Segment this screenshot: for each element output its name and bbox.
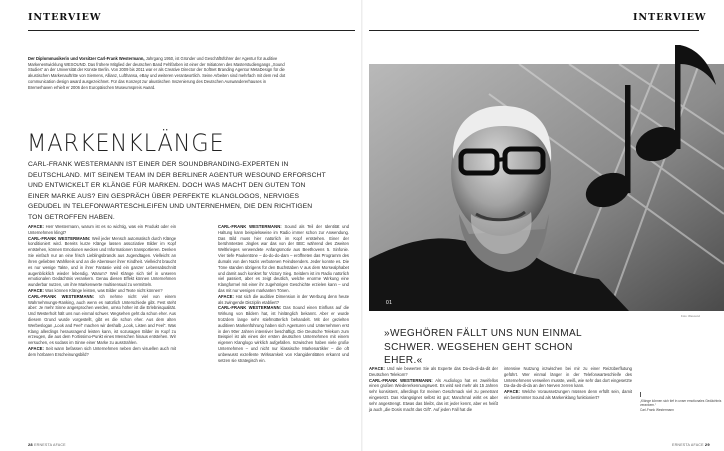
speaker: CARL-FRANK WESTERMANN:	[218, 305, 282, 311]
side-quote-text: „Klänge können sich tief in unser emotionales Gedächtnis verankern.“	[640, 399, 722, 408]
speaker: CARL-FRANK WESTERMANN:	[218, 224, 282, 229]
text-column-left-2	[218, 224, 349, 364]
footer-publication-left: ERNESTA AFACE	[34, 443, 66, 447]
text-column-right-1	[369, 366, 498, 413]
paragraph	[504, 366, 632, 389]
paragraph-text: Weil jeder Mensch automatisch durch Klänge konditioniert wird. Bereits kurze Klänge lassen assoziative Bilder im Kopf entstehen, können Emotionen wecken und Informationen transportieren. Denken Sie einfach nur an eine frisch Lieblingsbrands aus Jugendtagen. Vielleicht an ihren geliebten Wahlkreis und an die Abenteuer ihrer Kindheit. Vielleicht braucht es nur wenige Takte, und in ihrer Fantasie wird ein ganzer Lebensabschnitt augenblicklich wieder lebendig. Warum? Weil Klänge sich tief in unseren emotionalen Gedächtnis verankern. Genau diesen Effekt können Unternehmen wunderbar nutzen, um ihre Markenwerte multisensual zu vermitteln.	[28, 235, 177, 288]
speaker: AFACE:	[369, 366, 386, 371]
paragraph	[28, 236, 176, 288]
footer-right	[672, 442, 710, 447]
paragraph	[504, 389, 632, 401]
intro-lead-in: Der Diplommusikerin und Vorsitzer Carl-Frank Westermann,	[28, 56, 145, 61]
text-column-left-1	[28, 224, 176, 358]
speaker: AFACE:	[504, 389, 521, 395]
paragraph-text: intensive Nutzung inzwischen bei mir zu einer Reizüberflutung geführt. Wer einmal länger in der Telefonwarteschleife des Unternehmens verweilen musste, weiß, wie sehr das dort eingesetzte Da-da-dü-di-da an den Nerven zerren kann.	[504, 366, 632, 389]
side-quote-author: Carl-Frank Westermann	[640, 407, 674, 412]
header-rule-right	[369, 30, 699, 31]
article-lead: CARL-FRANK WESTERMANN IST EINER DER SOUNDBRANDING-EXPERTEN IN DEUTSCHLAND. MIT SEINEM TEAM IN DER BERLINER AGENTUR WESOUND ERFORSCHT UND ENTWICKELT ER KLÄNGE FÜR MARKEN. DOCH WAS MACHT DEN GUTEN TON EINER MARKE AUS? EIN GESPRÄCH ÜBER PERFEKTE KLANGLOGOS, NERVIGES GEDUDEL IN TELEFONWARTESCHLEIFEN UND UNTERNEHMEN, DIE DEN RICHTIGEN TON GETROFFEN HABEN.	[28, 161, 326, 221]
pull-quote: »WEGHÖREN FÄLLT UNS NUN EINMAL SCHWER. WEGSEHEN GEHT SCHON EHER.«	[384, 328, 582, 367]
paragraph-text: Und wie bewerten Sie als Experte das Da-da-di-da-dit der Deutschen Telekom?	[369, 366, 498, 377]
footer-left	[28, 442, 66, 447]
photo-number: 01	[386, 300, 393, 306]
author-intro	[28, 56, 290, 90]
speaker: CARL-FRANK WESTERMANN:	[28, 293, 95, 299]
paragraph	[218, 305, 349, 363]
text-column-right-2	[504, 366, 632, 401]
paragraph-text: Seit wann befassen sich Unternehmen neben dem visuellen auch mit dem hörbaren Erscheinungsbild?	[28, 346, 177, 357]
paragraph	[28, 294, 176, 346]
speaker: AFACE:	[28, 224, 45, 229]
note-stem-left	[625, 85, 631, 193]
paragraph	[369, 366, 498, 378]
paragraph	[28, 346, 176, 358]
section-label-right: INTERVIEW	[633, 12, 707, 23]
paragraph-text: Hat sich die auditive Dimension in der Werbung denn heute als zwingende Disziplin etabliert?	[218, 293, 349, 305]
photo-credit: Foto: Wesound	[681, 314, 700, 318]
side-quote-rule	[640, 392, 641, 397]
paragraph	[369, 378, 498, 413]
speaker: AFACE:	[28, 287, 45, 293]
paragraph	[28, 224, 176, 236]
speaker: AFACE:	[218, 293, 235, 299]
speaker: CARL-FRANK WESTERMANN:	[369, 377, 433, 383]
speaker: AFACE:	[28, 346, 45, 352]
footer-publication-right: ERNESTA AFACE	[672, 443, 704, 447]
page-gutter	[361, 0, 363, 451]
paragraph-text: Als Audiologo hat es zweifellos einen großen Wiedererkennungswert. Es wird seit mehr als 15 Jahren sehr konsistent, allerdings für meinen Geschmack viel zu penetrant eingesetzt. Das Klangsignet selbst ist gut; Manchmal wirkt es aber sehr angestrengt. Etwas das bleibt, das ist jeder kennt, aber es heißt ja auch „die Dosis macht das Gift“. Auf jeden Fall hat die	[369, 377, 499, 412]
article-headline: MARKENKLÄNGE	[27, 130, 225, 158]
side-quote	[640, 392, 722, 412]
note-stem-right	[675, 45, 681, 149]
header-rule-left	[28, 30, 355, 31]
paragraph-text: Was können Klänge leisten, was Bilder und Texte nicht können?	[45, 287, 163, 293]
paragraph-text: Sound als Teil der Identität und Haltung kann beispielsweise im Radio immer schon zur Anwendung. Das Bild muss hier natürlich im Kopf entstehen. Einer der berühmtesten Jingles war das von der BBC während des Zweiten Weltkrieges verwendete Anfangsmotiv aus Beethovens 5. Sinfonie. Vier tiefe Paukentöne – do-do-do-dam – eröffneten das Programm des dumals von den Nazis verbotenen Feindsenders. Jeder konnte es. Die Töne standen übrigens für den Buchstaben V aus dem Morsealphabet und damit auch konkret für Victory Sieg. Seitdem ist im Radio natürlich viel passiert, aber es zeigt deutlich, welche enorme Wirkung eine Klangformel mit einer ihr zugehörigen Geschichte erzielen kann – und das mit nur wenigen markanten Tönen.	[218, 224, 349, 293]
paragraph-text: Herr Westermann, warum ist es so wichtig, was ein Produkt oder ein Unternehmen klingt?	[28, 224, 176, 235]
paragraph	[218, 294, 349, 306]
music-note-graphic	[580, 40, 724, 250]
section-label-left: INTERVIEW	[28, 12, 102, 23]
note-flag	[680, 45, 716, 85]
intro-body: Jahrgang 1950, ist Gründer und Geschäftsführer der Agentur für auditive Markenentwicklung WESOUND. Das frühere Mitglied der deutschen Band Fehlfarben ist einer der Initiatoren des Masterstudiengangs „Sound Studies“ an der Universität der Künste Berlin. Von 2009 bis 2011 war er als Creative Director der Softnet Branding Agentur MetaDesign für die akustischen Markenauftritte von Siemens, Allianz, Lufthansa, eBay und weiteren verantwortlich. Seine Arbeiten sind mehrfach mit dem red dot communication design award ausgezeichnet. Für das Konzept zur akustischen Inszenierung des Deutschen Auswandererhauses in Bremerhaven erhielt er 2006 den Europäischen Museumspreis Award.	[28, 56, 286, 90]
paragraph-text: Ich nehme nicht viel von einem Wahrnehmungs-Ranking, auch wenn es natürlich Unterschiede gibt. Fest steht aber: Je mehr Sinne angesprochen werden, umso höher ist die Erlebnisqualität. Und Westerholt hält uns nun einmal schwer. Wegsehen geht da schon eher. Aus diesem Grund wurde vorgestellt, gibt es die schon eher. Aus dem alten Werbeslogan „Look and Feel“ machen wir deshalb „Look, Listen and Feel“. Was Klang allerdings herausragend leisten kann, ist sozusagen Bilder im Kopf zu erzeugen, die aus dem Fortissimo-Punkt eines Menschen hinaus entstehen. Wir versuchen, es sodass im Sinne einer Marke zu ausstrahlen.	[28, 293, 176, 346]
page-number-right: 29	[704, 442, 710, 447]
page-number-left: 28	[28, 442, 33, 447]
paragraph-text: Das Sound einen Einfluss auf die Wirkung von Bildern hat, ist hinlänglich bekannt. Aber er wurde trotzdem lange sehr stiefmütterlich behandelt. Mit der gezielten auditiven Markenführung haben sich Agenturen und Unternehmen erst in den 90er Jahren intensiver beschäftigt. Die Deutsche Telekom zum Beispiel ist als eines der ersten deutschen Unternehmen mit einem eigenen Klanglogo wirklich aufgefallen. Inzwischen haben viele große Unternehmen – und nicht nur klassische Markenartikler – die oft unbewusst exzellente Wirksamkeit von Klangidentitäten erkannt und setzen sie strategisch ein.	[218, 305, 350, 363]
paragraph-text: Welche Voraussetzungen müssen denn erfüllt sein, damit ein bestimmter Sound als Markenklang funktioniert?	[504, 389, 632, 401]
paragraph	[218, 224, 349, 294]
speaker: CARL-FRANK WESTERMANN:	[28, 235, 91, 241]
